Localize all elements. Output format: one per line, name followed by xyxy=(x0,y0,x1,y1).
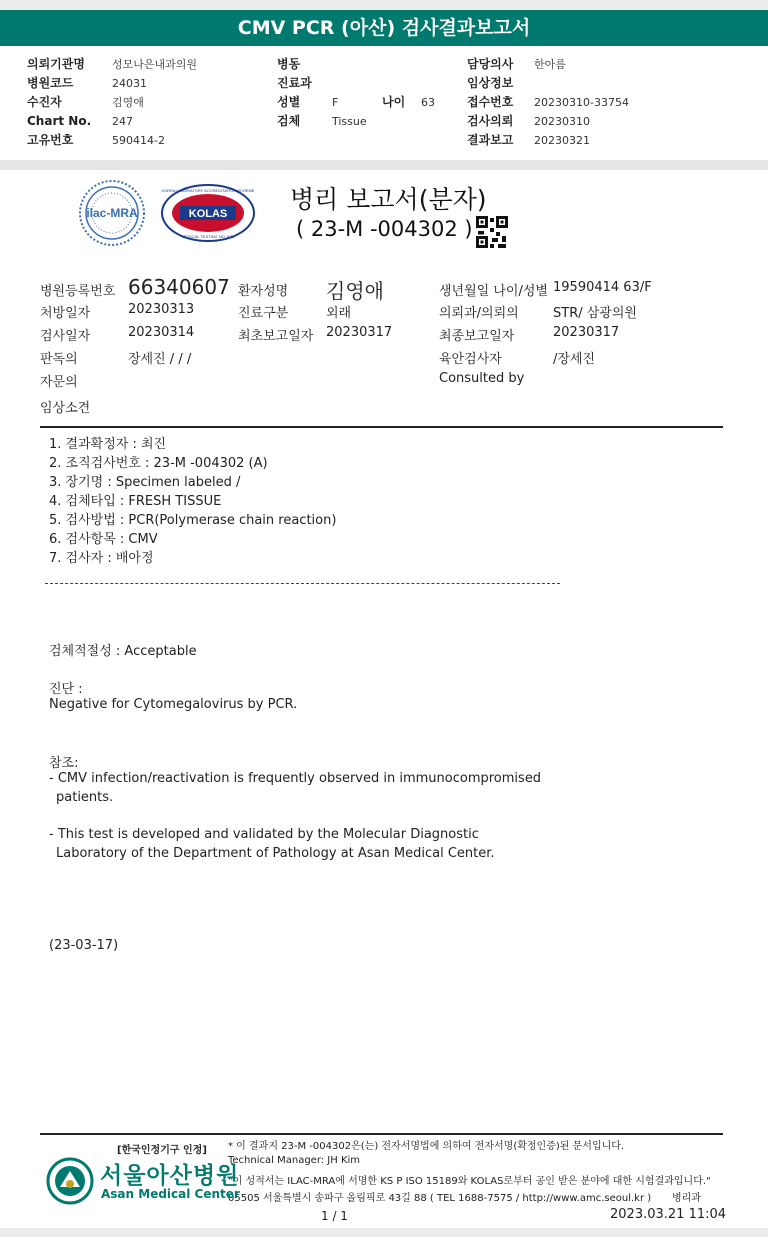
header-left-column xyxy=(27,55,197,150)
reader-label: 판독의 xyxy=(40,352,78,367)
hospital-code-value: 24031 xyxy=(112,77,147,90)
receipt-no-value: 20230310-33754 xyxy=(534,96,629,109)
sex-label: 성별 xyxy=(277,95,301,109)
list-item: 7. 검사자 : 배아정 xyxy=(49,551,154,566)
report-date-value: 20230321 xyxy=(534,134,590,147)
chart-no-label: Chart No. xyxy=(27,114,92,128)
visit-type-value: 외래 xyxy=(326,306,352,321)
patient-name-label: 환자성명 xyxy=(238,284,289,299)
age-label: 나이 xyxy=(382,95,406,109)
diagnosis-text: Negative for Cytomegalovirus by PCR. xyxy=(49,697,298,712)
age-value: 63 xyxy=(421,96,435,109)
kolas-ring-text: KOREA LABORATORY ACCREDITATION SCHEME xyxy=(161,188,255,193)
dashed-divider xyxy=(45,583,560,584)
section-rule xyxy=(40,426,723,428)
reader-value: 장세진 / / / xyxy=(128,352,192,367)
header-right-column xyxy=(467,55,629,150)
sex-value: F xyxy=(332,96,339,109)
dob-label: 생년월일 나이/성별 xyxy=(439,284,548,299)
top-band xyxy=(0,0,768,10)
notes-label: 참조: xyxy=(49,756,79,771)
first-report-value: 20230317 xyxy=(326,325,393,340)
footer-line-4: 05505 서울특별시 송파구 올림픽로 43길 88 ( TEL 1688-7575 / http://www.amc.seoul.kr ) xyxy=(228,1193,652,1204)
bottom-band xyxy=(0,1228,768,1237)
doctor-label: 담당의사 xyxy=(467,57,514,71)
result-date: (23-03-17) xyxy=(49,938,119,953)
page-separator xyxy=(0,160,768,170)
report-date-label: 결과보고 xyxy=(467,133,514,147)
ref-dept-label: 의뢰과/의뢰의 xyxy=(439,306,519,321)
list-item: 2. 조직검사번호 : 23-M -004302 (A) xyxy=(49,456,268,471)
ilac-mra-text: ilac-MRA xyxy=(86,206,138,220)
gross-label: 육안검사자 xyxy=(439,352,502,367)
examinee-value: 김영애 xyxy=(112,96,144,109)
doctor-value: 한아름 xyxy=(534,58,566,71)
footer-dept: 병리과 xyxy=(672,1193,701,1204)
visit-type-label: 진료구분 xyxy=(238,306,289,321)
report-number: ( 23-M -004302 ) xyxy=(296,217,473,241)
kolas-bottom-text: MEDICAL TESTING NO. KT5 xyxy=(181,234,235,239)
clinical-findings-label: 임상소견 xyxy=(40,401,91,416)
ward-label: 병동 xyxy=(277,57,301,71)
hospital-code-label: 병원코드 xyxy=(27,76,74,90)
rx-date-label: 처방일자 xyxy=(40,306,91,321)
first-report-label: 최초보고일자 xyxy=(238,329,314,344)
test-date-label: 검사일자 xyxy=(40,329,91,344)
report-header-title: CMV PCR (아산) 검사결과보고서 xyxy=(0,10,768,46)
page-indicator: 1 / 1 xyxy=(321,1209,348,1223)
kolas-logo xyxy=(160,183,256,243)
footer-line-2: Technical Manager: JH Kim xyxy=(228,1155,361,1166)
footer-rule xyxy=(40,1133,723,1135)
qr-code-icon xyxy=(476,216,508,248)
test-date-value: 20230314 xyxy=(128,325,195,340)
list-item: 5. 검사방법 : PCR(Polymerase chain reaction) xyxy=(49,513,337,528)
rx-date-value: 20230313 xyxy=(128,302,195,317)
kolas-text: KOLAS xyxy=(188,208,228,220)
specimen-label: 검체 xyxy=(277,114,301,128)
clinical-info-label: 임상정보 xyxy=(467,76,514,90)
footer-line-3: "이 성적서는 ILAC-MRA에 서명한 KS P ISO 15189와 KOLAS로부터 공인 받은 분야에 대한 시험결과입니다." xyxy=(228,1176,711,1187)
note-1-line-2: patients. xyxy=(56,790,114,805)
accreditation-label: [한국인정기구 인정] xyxy=(117,1145,207,1156)
gross-value: /장세진 xyxy=(553,352,596,367)
dob-value: 19590414 63/F xyxy=(553,280,652,295)
list-item: 4. 검체타입 : FRESH TISSUE xyxy=(49,494,222,509)
chart-no-value: 247 xyxy=(112,115,133,128)
specimen-adequacy: 검체적절성 : Acceptable xyxy=(49,644,197,659)
institution-value: 성모나은내과의원 xyxy=(112,58,198,71)
note-2-line-1: - This test is developed and validated by the Molecular Diagnostic xyxy=(49,827,479,842)
reg-no-label: 병원등록번호 xyxy=(40,284,116,299)
final-report-value: 20230317 xyxy=(553,325,620,340)
receipt-no-label: 접수번호 xyxy=(467,95,514,109)
hospital-name-en: Asan Medical Center xyxy=(101,1187,240,1201)
final-report-label: 최종보고일자 xyxy=(439,329,515,344)
diagnosis-label: 진단 : xyxy=(49,682,83,697)
patient-name-value: 김영애 xyxy=(326,279,384,303)
request-date-label: 검사의뢰 xyxy=(467,114,514,128)
header-middle-column xyxy=(277,55,435,131)
unique-no-label: 고유번호 xyxy=(27,133,74,147)
footer-line-1: * 이 결과지 23-M -004302은(는) 전자서명법에 의하여 전자서명(확정인증)된 문서입니다. xyxy=(228,1141,625,1152)
examinee-label: 수진자 xyxy=(27,95,62,109)
list-item: 3. 장기명 : Specimen labeled / xyxy=(49,475,241,490)
asan-emblem-icon xyxy=(46,1157,94,1205)
ref-dept-value: STR/ 삼광의원 xyxy=(553,306,637,321)
report-title: 병리 보고서(분자) xyxy=(290,185,487,214)
print-timestamp: 2023.03.21 11:04 xyxy=(610,1207,727,1222)
consulted-by-label: Consulted by xyxy=(439,371,525,386)
hospital-name-ko: 서울아산병원 xyxy=(100,1163,240,1189)
institution-label: 의뢰기관명 xyxy=(27,57,85,71)
request-date-value: 20230310 xyxy=(534,115,590,128)
reg-no-value: 66340607 xyxy=(128,275,230,299)
specimen-value: Tissue xyxy=(332,115,367,128)
ilac-mra-logo xyxy=(78,179,146,247)
department-label: 진료과 xyxy=(277,76,312,90)
note-2-line-2: Laboratory of the Department of Pathology at Asan Medical Center. xyxy=(56,846,495,861)
consult-label: 자문의 xyxy=(40,375,78,390)
note-1-line-1: - CMV infection/reactivation is frequently observed in immunocompromised xyxy=(49,771,542,786)
list-item: 1. 결과확정자 : 최진 xyxy=(49,437,167,452)
list-item: 6. 검사항목 : CMV xyxy=(49,532,158,547)
unique-no-value: 590414-2 xyxy=(112,134,165,147)
